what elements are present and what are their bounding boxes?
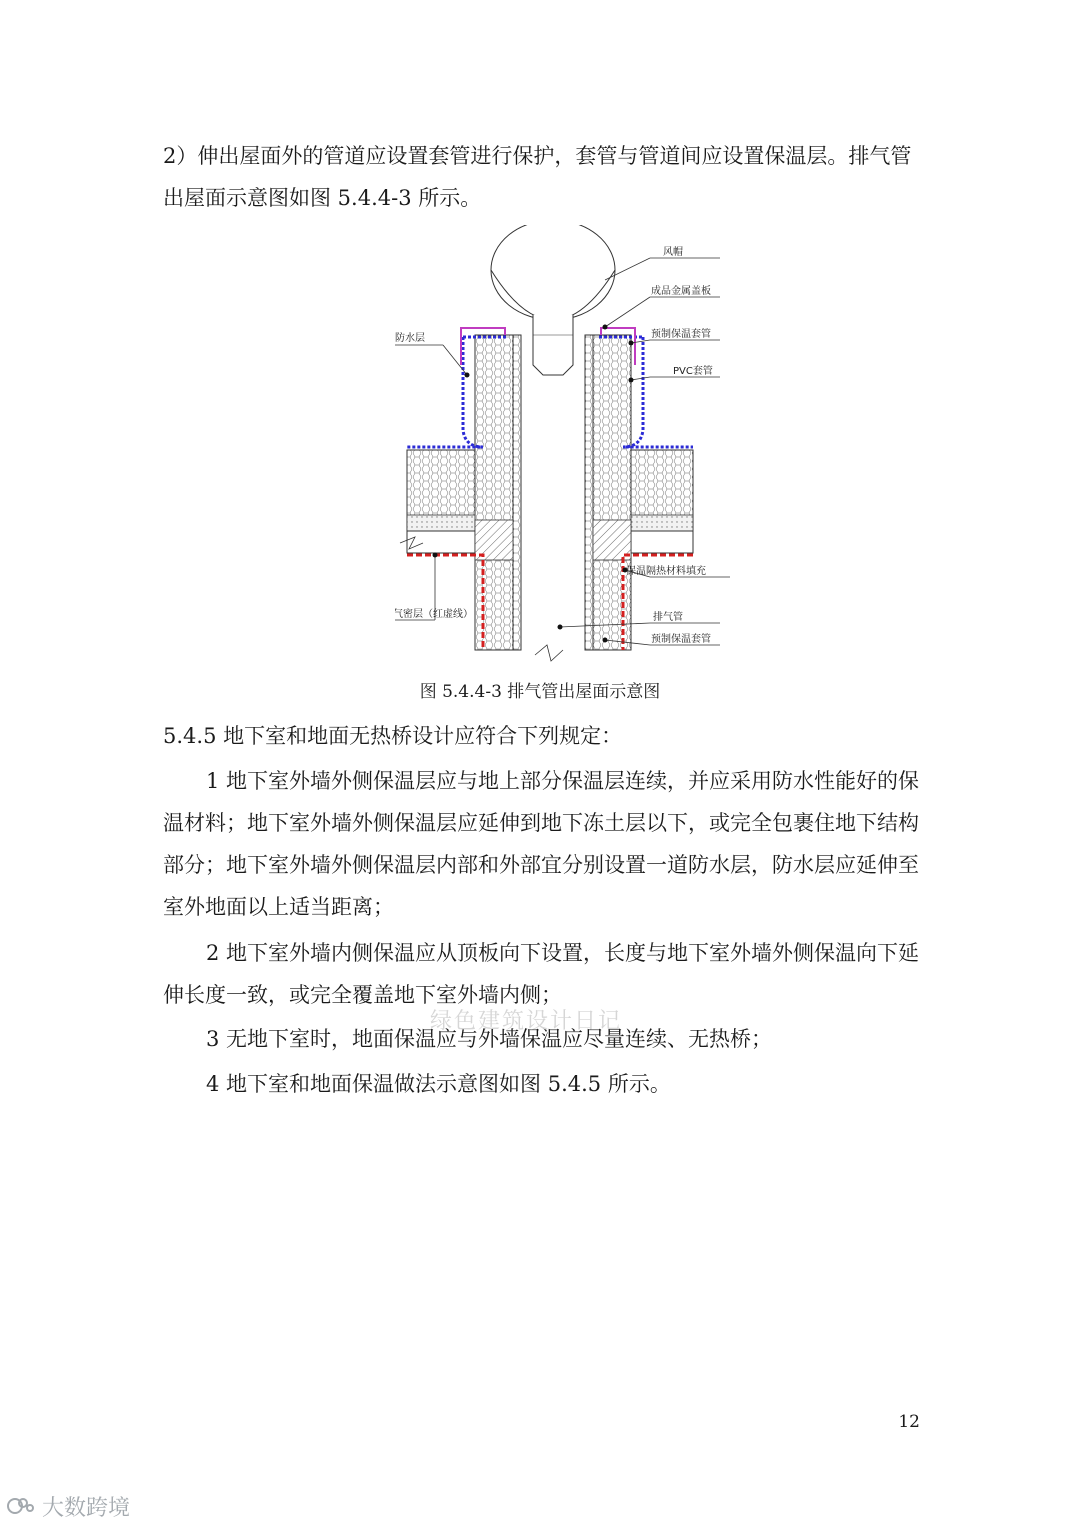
faint-watermark: 绿色建筑设计日记 [430,1009,623,1034]
list-item-3: 3 无地下室时，地面保温应与外墙保温应尽量连续、无热桥； [206,1027,773,1051]
section-heading: 5.4.5 地下室和地面无热桥设计应符合下列规定： [163,724,623,748]
waterproof-line-left [407,337,483,447]
airtight-line-left [407,555,483,650]
label-waterproof: 防水层 [395,333,425,344]
brand-logo-icon [6,1493,36,1519]
left-sleeve-insulation [475,335,521,650]
label-exhaust-pipe: 排气管 [653,612,683,623]
label-metal-cover: 成品金属盖板 [651,286,711,297]
label-airtight: 气密层（红虚线） [395,609,473,620]
list-item-2: 2 地下室外墙内侧保温应从顶板向下设置，长度与地下室外墙外侧保温向下延伸长度一致，或完全覆盖地下室外墙内侧； [163,941,920,1007]
label-insulation-fill: 保温隔热材料填充 [626,566,706,577]
paragraph-pipe-sleeve: 2）伸出屋面外的管道应设置套管进行保护，套管与管道间应设置保温层。排气管出屋面示意图如图 5.4.4-3 所示。 [163,144,912,210]
page-number: 12 [898,1412,920,1432]
label-wind-cap: 风帽 [663,247,683,258]
list-item-1: 1 地下室外墙外侧保温层应与地上部分保温层连续，并应采用防水性能好的保温材料；地下室外墙外侧保温层应延伸到地下冻土层以下，或完全包裹住地下结构部分；地下室外墙外侧保温层内部和外部宜分别设置一道防水层，防水层应延伸至室外地面以上适当距离； [163,769,920,919]
label-pvc-sleeve: PVC套管 [673,366,713,377]
label-precast-sleeve-top: 预制保温套管 [651,329,711,340]
label-precast-sleeve-bottom: 预制保温套管 [651,634,711,645]
brand-watermark [6,1488,130,1524]
figure-caption: 图 5.4.4-3 排气管出屋面示意图 [419,682,661,702]
list-item-4: 4 地下室和地面保温做法示意图如图 5.4.5 所示。 [206,1072,671,1096]
brand-name: 大数跨境 [42,1495,131,1521]
exhaust-pipe-figure [395,225,745,665]
waterproof-line-right [623,337,693,447]
